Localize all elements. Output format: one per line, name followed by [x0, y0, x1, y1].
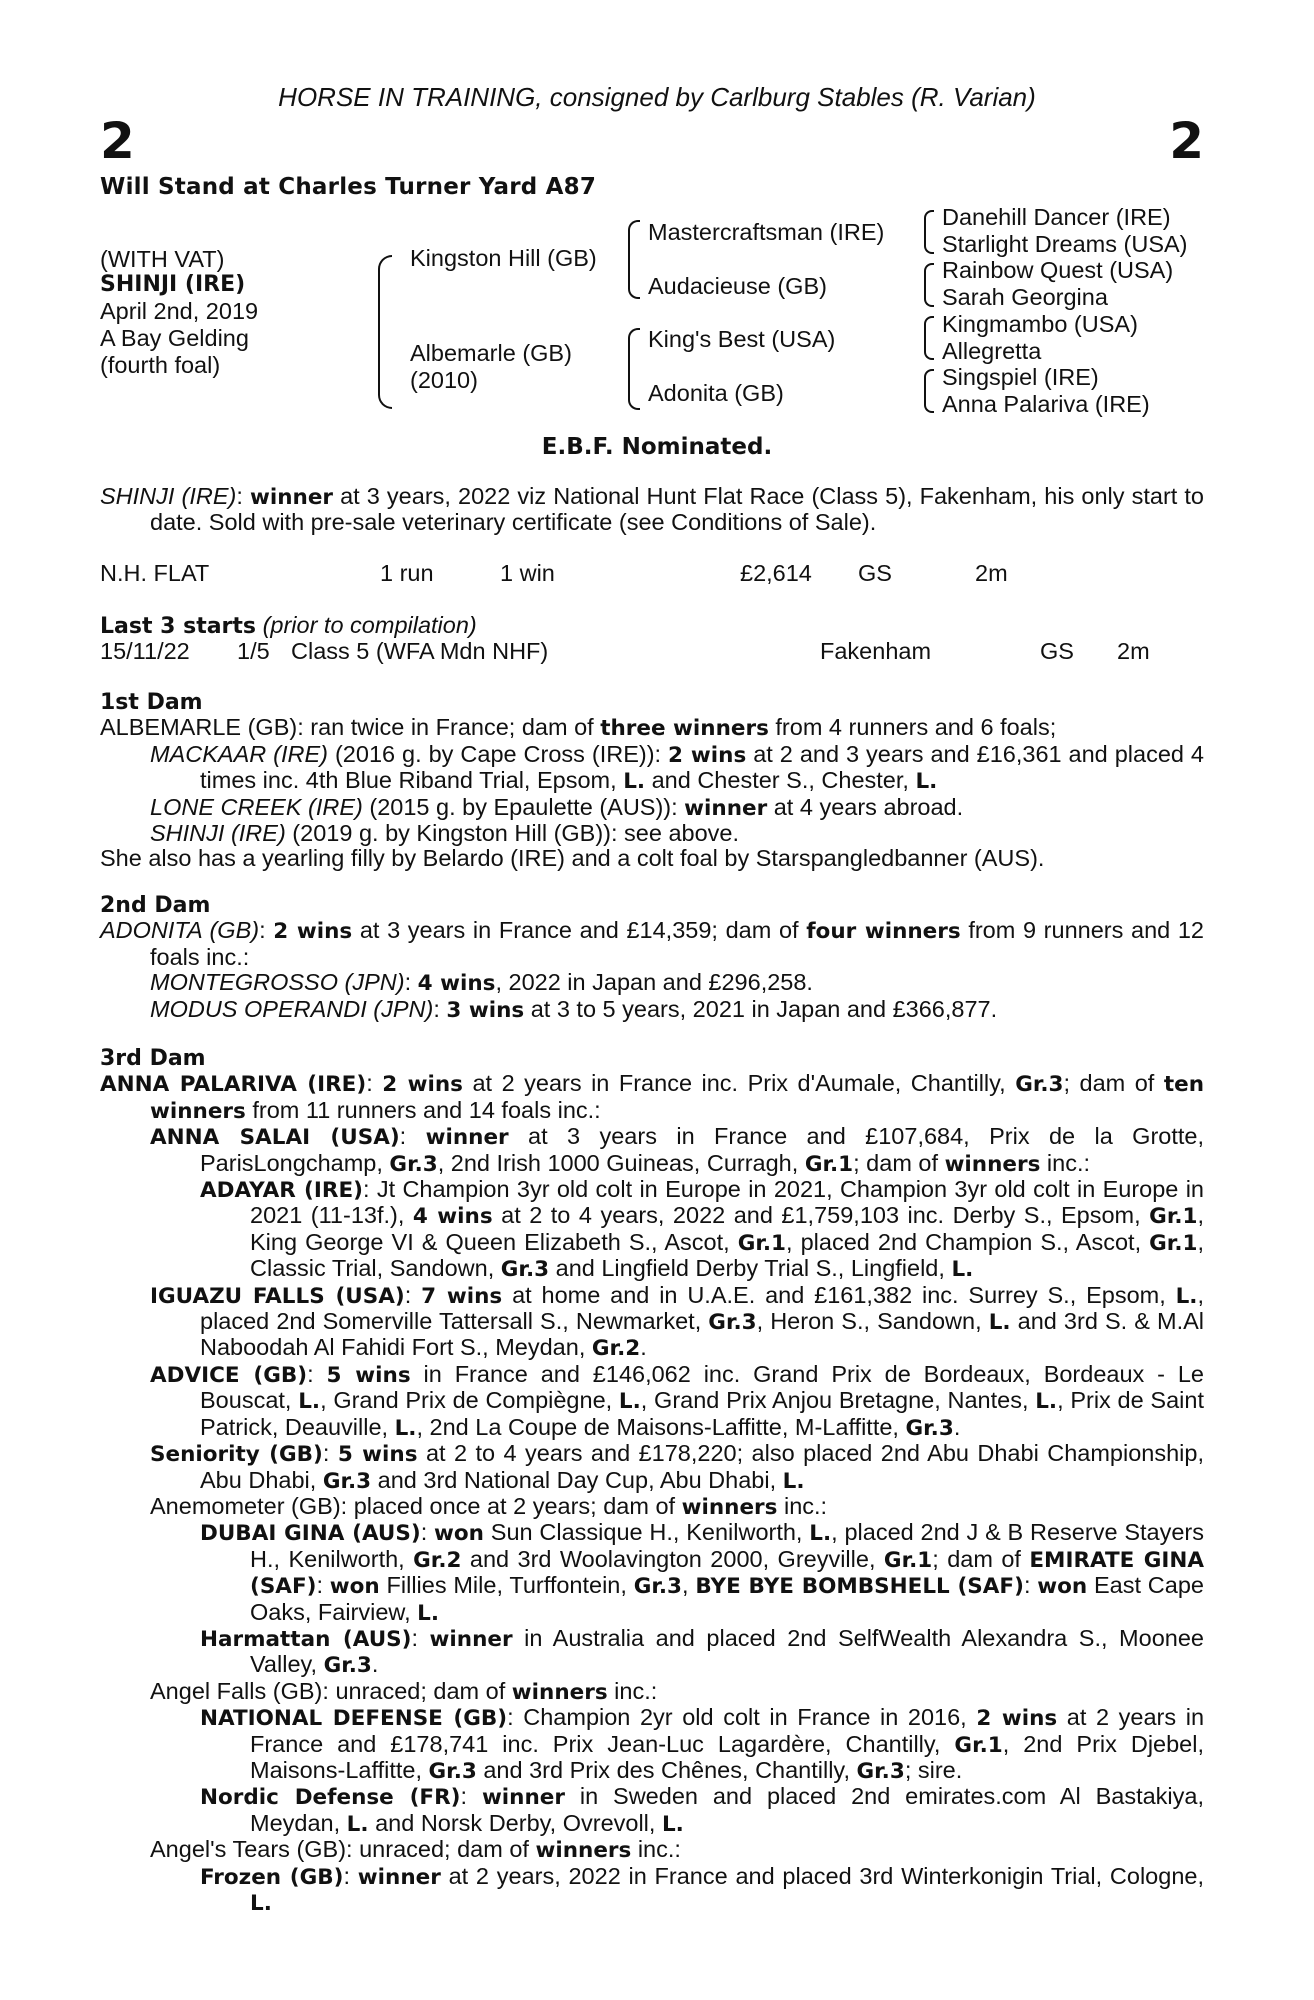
lot-number-left: 2 [100, 112, 135, 170]
second-dam-section: 2nd Dam ADONITA (GB): 2 wins at 3 years in France and £14,359; dam of four winners from 9 runners and 12 foals inc.: MONTEGROSSO (JPN): 4 wins, 2022 in Japan and £296,258. MODUS OPERANDI (JPN): 3 wins at 3 to 5 years, 2021 in Japan and £366,877. [100, 893, 1204, 1023]
first-dam-heading: 1st Dam [100, 690, 203, 715]
pedigree-g3: Rainbow Quest (USA) [942, 257, 1174, 283]
record-earnings: £2,614 [740, 560, 812, 586]
summary-horse-name: SHINJI (IRE) [100, 483, 237, 509]
pedigree-brace-2b [628, 328, 640, 410]
lot-number-right: 2 [1169, 112, 1204, 170]
stand-location: Will Stand at Charles Turner Yard A87 [100, 174, 597, 200]
third-dam-heading: 3rd Dam [100, 1046, 206, 1071]
pedigree-brace-1 [378, 255, 392, 409]
pedigree-brace-3d [924, 369, 934, 413]
ebf-nomination: E.B.F. Nominated. [541, 434, 773, 460]
pedigree-brace-3c [924, 316, 934, 360]
pedigree-sire-sire: Mastercraftsman (IRE) [648, 219, 885, 245]
foaling-date: April 2nd, 2019 [100, 298, 259, 324]
horse-summary: SHINJI (IRE): winner at 3 years, 2022 viz National Hunt Flat Race (Class 5), Fakenham, his only start to date. Sold with pre-sale veterinary certificate (see Conditions of Sale). [100, 483, 1204, 536]
pedigree-g8: Anna Palariva (IRE) [942, 391, 1150, 417]
pedigree-g1: Danehill Dancer (IRE) [942, 204, 1171, 230]
foal-order: (fourth foal) [100, 352, 221, 378]
pedigree-g2: Starlight Dreams (USA) [942, 231, 1188, 257]
pedigree-brace-3b [924, 263, 934, 307]
horse-name: SHINJI (IRE) [100, 272, 246, 297]
summary-result: winner [249, 485, 333, 510]
pedigree-sire: Kingston Hill (GB) [410, 245, 597, 271]
record-type: N.H. FLAT [100, 560, 210, 586]
start-distance: 2m [1117, 638, 1150, 664]
horse-description: A Bay Gelding [100, 325, 249, 351]
pedigree-g6: Allegretta [942, 338, 1042, 364]
pedigree-dam-sire: King's Best (USA) [648, 326, 836, 352]
pedigree-g7: Singspiel (IRE) [942, 364, 1099, 390]
record-going: GS [858, 560, 892, 586]
vat-note: (WITH VAT) [100, 246, 225, 272]
start-race: Class 5 (WFA Mdn NHF) [291, 638, 549, 664]
record-runs: 1 run [380, 560, 434, 586]
first-dam-section: 1st Dam ALBEMARLE (GB): ran twice in France; dam of three winners from 4 runners and 6 foals; MACKAAR (IRE) (2016 g. by Cape Cross (IRE)): 2 wins at 2 and 3 years and £16,361 and placed 4 times inc. 4th Blue Riband Trial, Epsom, L. and Chester S., Chester, L. LONE CREEK (IRE) (2015 g. by Epaulette (AUS)): winner at 4 years abroad. SHINJI (IRE) (2019 g. by Kingston Hill (GB)): see above. She also has a yearling filly by Belardo (IRE) and a colt foal by Starspangledbanner (AUS). [100, 690, 1205, 872]
pedigree-sire-dam: Audacieuse (GB) [648, 273, 827, 299]
record-distance: 2m [975, 560, 1008, 586]
start-course: Fakenham [820, 638, 932, 664]
pedigree-brace-3a [924, 210, 934, 254]
record-wins: 1 win [500, 560, 555, 586]
third-dam-section: 3rd Dam ANNA PALARIVA (IRE): 2 wins at 2 years in France inc. Prix d'Aumale, Chantilly, Gr.3; dam of ten winners from 11 runners and 14 foals inc.: ANNA SALAI (USA): winner at 3 years in France and £107,684, Prix de la Grotte, ParisLongchamp, Gr.3, 2nd Irish 1000 Guineas, Curragh, Gr.1; dam of winners inc.: ADAYAR (IRE): Jt Champion 3yr old colt in Europe in 2021, Champion 3yr old colt in Europe in 2021 (11-13f.), 4 wins at 2 to 4 years, 2022 and £1,759,103 inc. Derby S., Epsom, Gr.1, King George VI & Queen Elizabeth S., Ascot, Gr.1, placed 2nd Champion S., Ascot, Gr.1, Classic Trial, Sandown, Gr.3 and Lingfield Derby Trial S., Lingfield, L. IGUAZU FALLS (USA): 7 wins at home and in U.A.E. and £161,382 inc. Surrey S., Epsom, L., placed 2nd Somerville Tattersall S., Newmarket, Gr.3, Heron S., Sandown, L. and 3rd S. & M.Al Naboodah Al Fahidi Fort S., Meydan, Gr.2. ADVICE (GB): 5 wins in France and £146,062 inc. Grand Prix de Bordeaux, Bordeaux - Le Bouscat, L., Grand Prix de Compiègne, L., Grand Prix Anjou Bretagne, Nantes, L., Prix de Saint Patrick, Deauville, L., 2nd La Coupe de Maisons-Laffitte, M-Laffitte, Gr.3. Seniority (GB): 5 wins at 2 to 4 years and £178,220; also placed 2nd Abu Dhabi Championship, Abu Dhabi, Gr.3 and 3rd National Day Cup, Abu Dhabi, L. Anemometer (GB): placed once at 2 years; dam of winners inc.: DUBAI GINA (AUS): won Sun Classique H., Kenilworth, L., placed 2nd J & B Reserve Stayers H., Kenilworth, Gr.2 and 3rd Woolavington 2000, Greyville, Gr.1; dam of EMIRATE GINA (SAF): won Fillies Mile, Turffontein, Gr.3, BYE BYE BOMBSHELL (SAF): won East Cape Oaks, Fairview, L. Harmattan (AUS): winner in Australia and placed 2nd SelfWealth Alexandra S., Moonee Valley, Gr.3. Angel Falls (GB): unraced; dam of winners inc.: NATIONAL DEFENSE (GB): Champion 2yr old colt in France in 2016, 2 wins at 2 years in France and £178,741 inc. Prix Jean-Luc Lagardère, Chantilly, Gr.1, 2nd Prix Djebel, Maisons-Laffitte, Gr.3 and 3rd Prix des Chênes, Chantilly, Gr.3; sire. Nordic Defense (FR): winner in Sweden and placed 2nd emirates.com Al Bastakiya, Meydan, L. and Norsk Derby, Ovrevoll, L. Angel's Tears (GB): unraced; dam of winners inc.: Frozen (GB): winner at 2 years, 2022 in France and placed 3rd Winterkonigin Trial, Cologne, L. [100, 1046, 1205, 1916]
pedigree-dam-year: (2010) [410, 367, 478, 393]
start-going: GS [1040, 638, 1074, 664]
pedigree-brace-2a [628, 220, 640, 299]
pedigree-dam: Albemarle (GB) [410, 340, 572, 366]
summary-text: at 3 years, 2022 viz National Hunt Flat Race (Class 5), Fakenham, his only start to date. Sold with pre-sale veterinary certificate (see Conditions of Sale). [150, 483, 1204, 536]
pedigree-g5: Kingmambo (USA) [942, 311, 1138, 337]
start-position: 1/5 [237, 638, 270, 664]
last-starts-heading: Last 3 starts (prior to compilation) [100, 612, 477, 639]
pedigree-g4: Sarah Georgina [942, 284, 1108, 310]
catalogue-header: HORSE IN TRAINING, consigned by Carlburg Stables (R. Varian) [278, 82, 1036, 112]
second-dam-heading: 2nd Dam [100, 893, 211, 918]
start-date: 15/11/22 [100, 638, 190, 664]
pedigree-dam-dam: Adonita (GB) [648, 380, 784, 406]
